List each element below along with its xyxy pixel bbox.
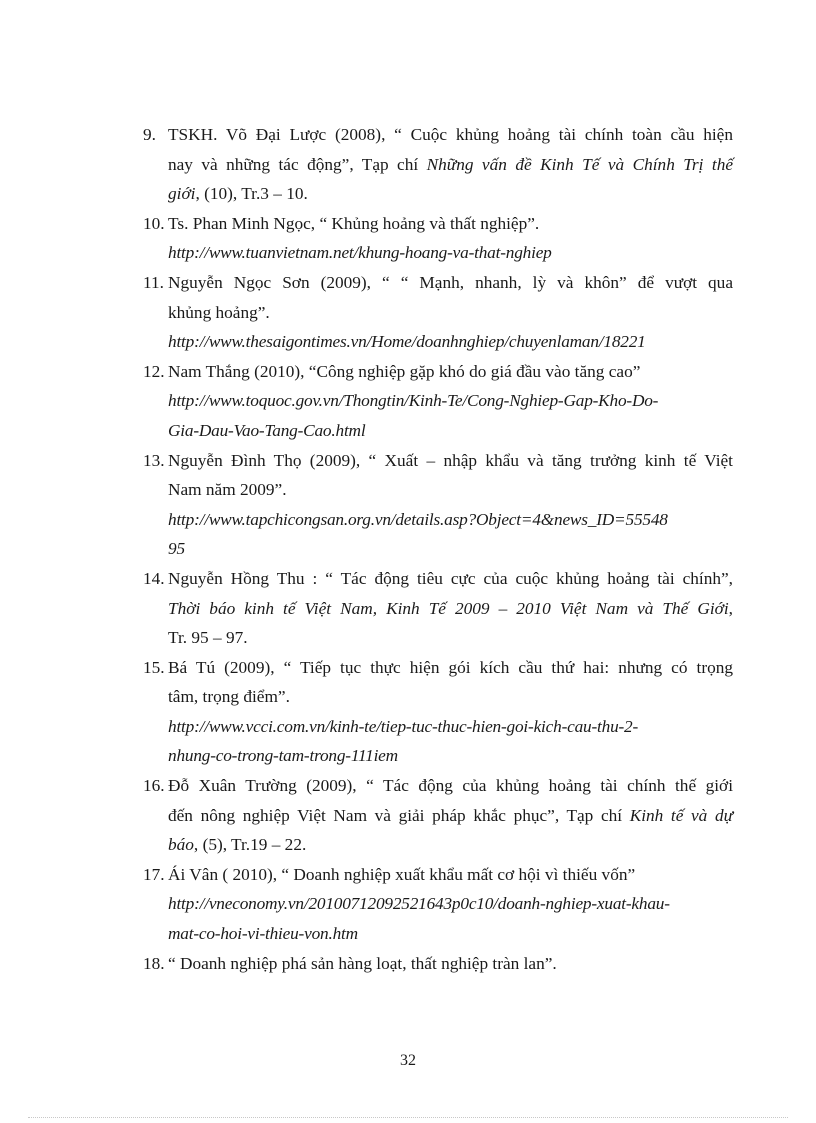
reference-number: 10. xyxy=(143,213,165,233)
reference-number: 14. xyxy=(143,568,165,588)
reference-item-14 xyxy=(143,564,733,653)
journal-title: giới xyxy=(168,184,196,204)
reference-url-continued[interactable]: 95 xyxy=(168,539,185,559)
reference-text: Ái Vân ( 2010), “ Doanh nghiệp xuất khẩu mất cơ hội vì thiếu vốn” xyxy=(168,864,636,884)
journal-title: báo xyxy=(168,835,194,855)
reference-url-continued[interactable]: nhung-co-trong-tam-trong-111iem xyxy=(168,746,398,766)
reference-text: đến nông nghiệp Việt Nam và giải pháp khắc phục”, Tạp chí Kinh tế và dự xyxy=(168,805,734,825)
reference-text: Nguyễn Đình Thọ (2009), “ Xuất – nhập khẩu và tăng trưởng kinh tế Việt xyxy=(168,450,733,470)
reference-text: nay và những tác động”, Tạp chí Những vấn đề Kinh Tế và Chính Trị thế xyxy=(168,154,734,174)
reference-text: Tr. 95 – 97. xyxy=(168,628,248,648)
reference-item-9 xyxy=(143,120,733,209)
reference-url[interactable]: http://www.thesaigontimes.vn/Home/doanhnghiep/chuyenlaman/18221 xyxy=(168,332,646,352)
reference-url[interactable]: http://www.tapchicongsan.org.vn/details.asp?Object=4&news_ID=55548 xyxy=(168,509,668,529)
reference-item-10 xyxy=(143,209,733,268)
reference-url-continued[interactable]: Gia-Dau-Vao-Tang-Cao.html xyxy=(168,420,366,440)
reference-text: Thời báo kinh tế Việt Nam, Kinh Tế 2009 – 2010 Việt Nam và Thế Giới, xyxy=(168,598,733,618)
reference-text: báo, (5), Tr.19 – 22. xyxy=(168,835,307,855)
reference-text: giới, (10), Tr.3 – 10. xyxy=(168,184,308,204)
reference-text: TSKH. Võ Đại Lược (2008), “ Cuộc khủng hoảng tài chính toàn cầu hiện xyxy=(168,125,733,144)
reference-text: Nguyễn Ngọc Sơn (2009), “ “ Mạnh, nhanh, lỳ và khôn” để vượt qua xyxy=(168,272,733,292)
reference-url[interactable]: http://www.vcci.com.vn/kinh-te/tiep-tuc-thuc-hien-goi-kich-cau-thu-2- xyxy=(168,716,639,736)
reference-number: 11. xyxy=(143,272,164,292)
reference-item-18 xyxy=(143,949,733,979)
reference-list xyxy=(143,120,733,978)
reference-text: Ts. Phan Minh Ngọc, “ Khủng hoảng và thất nghiệp”. xyxy=(168,213,540,233)
reference-url[interactable]: http://www.tuanvietnam.net/khung-hoang-va-that-nghiep xyxy=(168,243,552,263)
reference-text: khủng hoảng”. xyxy=(168,302,270,322)
reference-number: 17. xyxy=(143,864,165,884)
reference-number: 16. xyxy=(143,776,165,796)
reference-number: 13. xyxy=(143,450,165,470)
reference-number: 9. xyxy=(143,125,156,144)
reference-item-17 xyxy=(143,860,733,949)
reference-item-13 xyxy=(143,446,733,564)
reference-item-15 xyxy=(143,653,733,771)
reference-number: 12. xyxy=(143,361,165,381)
reference-item-11 xyxy=(143,268,733,357)
journal-title: Thời báo kinh tế Việt Nam, Kinh Tế 2009 – 2010 Việt Nam và Thế Giới xyxy=(168,598,729,618)
reference-text: tâm, trọng điểm”. xyxy=(168,687,290,707)
reference-url[interactable]: http://www.toquoc.gov.vn/Thongtin/Kinh-Te/Cong-Nghiep-Gap-Kho-Do- xyxy=(168,391,659,411)
reference-text: Đỗ Xuân Trường (2009), “ Tác động của khủng hoảng tài chính thế giới xyxy=(168,776,733,796)
journal-title: Những vấn đề Kinh Tế và Chính Trị thế xyxy=(426,154,734,174)
reference-text: Nam năm 2009”. xyxy=(168,480,287,500)
reference-text: Nguyễn Hồng Thu : “ Tác động tiêu cực của cuộc khủng hoảng tài chính”, xyxy=(168,568,733,588)
reference-item-12 xyxy=(143,357,733,446)
reference-number: 15. xyxy=(143,657,165,677)
reference-url[interactable]: http://vneconomy.vn/20100712092521643p0c10/doanh-nghiep-xuat-khau- xyxy=(168,894,670,914)
reference-item-16 xyxy=(143,771,733,860)
page-number: 32 xyxy=(400,1052,416,1069)
reference-url-continued[interactable]: mat-co-hoi-vi-thieu-von.htm xyxy=(168,924,358,944)
reference-text: “ Doanh nghiệp phá sản hàng loạt, thất nghiệp tràn lan”. xyxy=(168,953,557,973)
page-bottom-divider xyxy=(28,1117,788,1118)
reference-text: Nam Thắng (2010), “Công nghiệp gặp khó do giá đầu vào tăng cao” xyxy=(168,361,641,381)
reference-text: Bá Tú (2009), “ Tiếp tục thực hiện gói kích cầu thứ hai: nhưng có trọng xyxy=(168,657,733,677)
reference-number: 18. xyxy=(143,953,165,973)
journal-title: Kinh tế và dự xyxy=(629,805,734,825)
